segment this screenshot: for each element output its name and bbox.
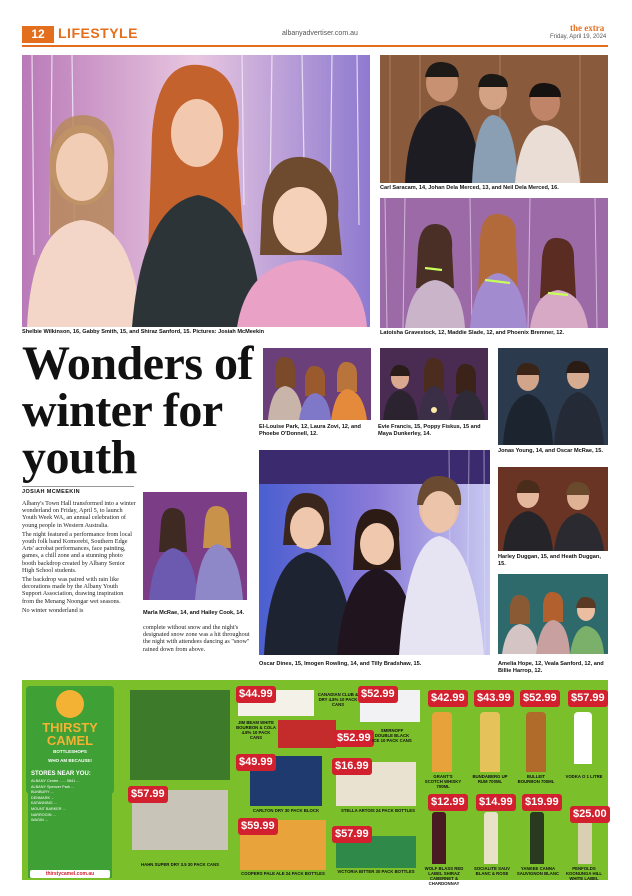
caption-photo-7: Marla McRae, 14, and Hailey Cook, 14. — [143, 610, 245, 616]
article-continuation — [143, 624, 251, 655]
price-tag: $52.99 — [358, 686, 398, 703]
product-label: GRANT'S SCOTCH WHISKY 700ML — [424, 774, 462, 790]
store-list — [28, 768, 112, 878]
product-label: JIM BEAM WHITE BOURBON & COLA 4.8% 10 PACK CANS — [236, 720, 276, 741]
byline-rule — [22, 486, 134, 487]
price-tag: $52.99 — [520, 690, 560, 707]
product-label: CANADIAN CLUB & DRY 4.8% 10 PACK CANS — [317, 692, 359, 708]
caption-photo-4: El-Louise Park, 12, Laura Zovi, 12, and Phoebe O'Donnell, 12. — [259, 424, 361, 437]
product-label: CARLTON DRY 30 PACK BLOCK — [252, 808, 320, 813]
logo-word-2: CAMEL — [46, 733, 94, 748]
product-label: COOPERS PALE ALE 24 PACK BOTTLES — [241, 871, 325, 876]
photo-three-boys — [380, 55, 608, 183]
price-tag: $25.00 — [570, 806, 610, 823]
caption-photo-3: Latoisha Gravestock, 12, Maddie Slade, 12, and Phoenix Bremner, 12. — [380, 330, 565, 336]
bottle-image — [432, 712, 452, 772]
product-label: WOLF BLASS RED LABEL SHIRAZ CABERNET & CHARDONNAY — [424, 866, 464, 887]
stores-title: STORES NEAR YOU: — [31, 771, 91, 777]
article-paragraph: Albany's Town Hall transformed into a winter wonderland on Friday, April 5, to launch Youth Week WA, an annual celebration of young people in Western Australia. — [22, 500, 136, 529]
logo-subtitle: BOTTLESHOPS — [53, 749, 87, 754]
caption-photo-9: Harley Duggan, 15, and Heath Duggan, 15. — [498, 554, 601, 567]
product-label: BUNDABERG UP RUM 700ML — [472, 774, 508, 785]
header-rule — [22, 45, 608, 47]
price-tag: $57.99 — [332, 826, 372, 843]
bottle-image — [480, 712, 500, 772]
photo-three-girls-3 — [498, 574, 608, 654]
caption-photo-6: Jonas Young, 14, and Oscar McRae, 15. — [498, 448, 603, 454]
store-row: BUNBURY ... — [31, 790, 54, 795]
product-label: VICTORIA BITTER 30 PACK BOTTLES — [337, 869, 415, 874]
article-paragraph: complete without snow and the night's designated snow zone was a hit throughout the night with attendees dancing as "snow" rained down from above. — [143, 624, 250, 653]
article-headline: Wonders of winter for youth — [22, 337, 254, 484]
price-tag: $19.99 — [522, 794, 562, 811]
store-row: ALBANY Spencer Park ... — [31, 784, 75, 789]
caption-photo-10: Amelia Hope, 12, Veala Sanford, 12, and Billie Harrop, 12. — [498, 661, 604, 674]
price-tag: $57.99 — [568, 690, 608, 707]
store-row: NARROGIN ... — [31, 812, 56, 817]
price-tag: $59.99 — [238, 818, 278, 835]
store-row: KATANNING ... — [31, 801, 57, 806]
store-row: DENMARK ... — [31, 795, 55, 800]
site-url: albanyadvertiser.com.au — [282, 30, 358, 37]
article-paragraph: The night featured a performance from local youth folk band Komorebi, Southern Edge Arts' acrobat performances, face painting, games, a chill zone and a stunning photo booth backdrop created by Albany Senior High School students. — [22, 530, 132, 574]
page-number: 12 — [22, 26, 54, 43]
photo-three-girls-small — [263, 348, 371, 420]
logo-word-1: THIRSTY — [42, 720, 98, 735]
product-label: YANKEE CANNA SAUVIGNON BLANC — [516, 866, 560, 877]
price-tag: $43.99 — [474, 690, 514, 707]
camel-icon — [56, 690, 84, 718]
price-tag: $57.99 — [128, 786, 168, 803]
bottle-image — [530, 812, 544, 864]
product-image — [278, 720, 336, 748]
article-paragraph: The backdrop was paired with rain like decorations made by the Albany Youth Support Association, drawing inspiration from the Menang Noongar wet seasons. — [22, 576, 124, 605]
price-tag: $16.99 — [332, 758, 372, 775]
store-row: ALBANY Centre ...... 9841 ... — [31, 779, 80, 783]
product-label: HAHN SUPER DRY 3.5 30 PACK CANS — [141, 862, 219, 867]
price-tag: $12.99 — [428, 794, 468, 811]
article-body — [22, 500, 136, 616]
product-label: VODKA O 1 LITRE — [565, 774, 603, 779]
product-label: BULLEIT BOURBON 700ML — [517, 774, 555, 785]
photo-main-three-teens — [259, 450, 490, 655]
masthead-logo: the extra — [570, 23, 605, 33]
product-label: SMIRNOFF DOUBLE BLACK ICE 10 PACK CANS — [372, 728, 412, 744]
bottle-image — [432, 812, 446, 864]
photo-two-girls-snow — [143, 492, 247, 600]
ad-tagline: WHO AM BECAUSE! — [48, 758, 92, 763]
product-label: SOCIALITE SAUV BLANC & ROSE — [473, 866, 511, 877]
product-image — [130, 690, 230, 780]
photo-three-girls-candle — [380, 348, 488, 420]
product-label: PENFOLDS KOONUNGA HILL WHITE LABEL — [565, 866, 603, 882]
photo-two-boys-2 — [498, 467, 608, 551]
product-label: STELLA ARTOIS 24 PACK BOTTLES — [340, 808, 415, 813]
caption-photo-8: Oscar Dines, 15, Imogen Rowling, 14, and Tilly Bradshaw, 15. — [259, 661, 422, 667]
bottle-image — [574, 712, 592, 764]
issue-date: Friday, April 19, 2024 — [550, 34, 607, 40]
article-paragraph: No winter wonderland is — [22, 606, 84, 614]
bottle-image — [484, 812, 498, 864]
photo-three-girls — [22, 55, 370, 327]
caption-photo-1: Shelbie Wilkinson, 16, Gabby Smith, 15, and Shiraz Sanford, 15. Pictures: Josiah McMeekin — [22, 329, 265, 335]
price-tag: $42.99 — [428, 690, 468, 707]
ad-url-link[interactable]: thirstycamel.com.au — [30, 870, 110, 878]
store-row: MOUNT BARKER ... — [31, 806, 66, 811]
store-row: WAGIN ... — [31, 818, 48, 823]
caption-photo-2: Carl Saracam, 14, Johan Dela Merced, 13, and Neil Dela Merced, 16. — [380, 185, 559, 191]
photo-glowstick-girls — [380, 198, 608, 328]
price-tag: $14.99 — [476, 794, 516, 811]
price-tag: $44.99 — [236, 686, 276, 703]
price-tag: $49.99 — [236, 754, 276, 771]
photo-two-boys — [498, 348, 608, 445]
section-title: LIFESTYLE — [58, 25, 138, 41]
price-tag: $52.99 — [334, 730, 374, 747]
byline: JOSIAH MCMEEKIN — [22, 489, 80, 495]
bottle-image — [526, 712, 546, 772]
caption-photo-5: Evie Francis, 15, Poppy Fiskus, 15 and Maya Dunkerley, 14. — [378, 424, 481, 437]
